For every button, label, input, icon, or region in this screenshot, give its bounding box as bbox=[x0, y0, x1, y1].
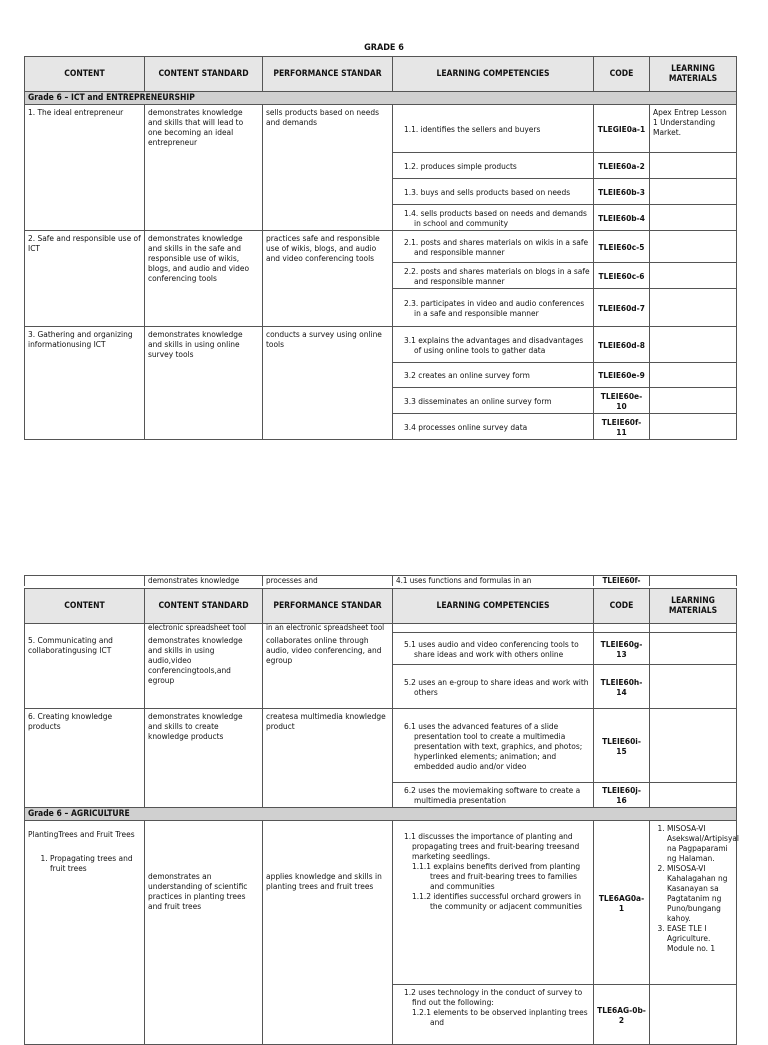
material-item: 3. EASE TLE I Agriculture. Module no. 1 bbox=[667, 923, 733, 953]
content-cell: 3. Gathering and organizing informationusing ICT bbox=[25, 327, 145, 440]
materials-cell bbox=[650, 263, 737, 289]
performance-standard-cell: processes and bbox=[263, 576, 393, 586]
code-cell: TLEIE60c-6 bbox=[594, 263, 650, 289]
content-cell bbox=[25, 576, 145, 586]
competency-cell: 1.1. identifies the sellers and buyers bbox=[393, 105, 594, 153]
content-cell bbox=[25, 821, 145, 1045]
section-row-ict bbox=[25, 92, 737, 105]
section-title: Grade 6 – ICT and ENTREPRENEURSHIP bbox=[25, 92, 737, 105]
table-row bbox=[25, 327, 737, 363]
header-content-standard: CONTENT STANDARD bbox=[145, 589, 263, 624]
code-cell: TLEIE60b-3 bbox=[594, 179, 650, 205]
content-standard-cell: demonstrates knowledge and skills in using audio,video conferencingtools,and egroup bbox=[145, 633, 263, 709]
header-content-standard: CONTENT STANDARD bbox=[145, 57, 263, 92]
header-content: CONTENT bbox=[25, 589, 145, 624]
performance-standard-cell: in an electronic spreadsheet tool bbox=[263, 623, 393, 633]
content-cell: 6. Creating knowledge products bbox=[25, 709, 145, 808]
code-cell: TLEIE60c-5 bbox=[594, 231, 650, 263]
materials-cell bbox=[650, 783, 737, 808]
performance-standard-cell: collaborates online through audio, video conferencing, and egroup bbox=[263, 633, 393, 709]
header-learning-competencies: LEARNING COMPETENCIES bbox=[393, 57, 594, 92]
competency-cell: 2.1. posts and shares materials on wikis in a safe and responsible manner bbox=[393, 231, 594, 263]
content-cell: 2. Safe and responsible use of ICT bbox=[25, 231, 145, 327]
material-item: 1. MISOSA-VI Asekswal/Artipisyal na Pagpaparami ng Halaman. bbox=[667, 823, 733, 863]
materials-cell bbox=[650, 633, 737, 665]
table-row bbox=[25, 633, 737, 665]
header-learning-competencies: LEARNING COMPETENCIES bbox=[393, 589, 594, 624]
performance-standard-cell: applies knowledge and skills in planting trees and fruit trees bbox=[263, 821, 393, 1045]
material-item: 2. MISOSA-VI Kahalagahan ng Kasanayan sa Pagtatanim ng Puno/bungang kahoy. bbox=[667, 863, 733, 923]
materials-cell: Apex Entrep Lesson 1 Understanding Market. bbox=[650, 105, 737, 153]
materials-cell bbox=[650, 205, 737, 231]
competency-cell: 6.2 uses the moviemaking software to create a multimedia presentation bbox=[393, 783, 594, 808]
content-cell: 5. Communicating and collaboratingusing ICT bbox=[25, 633, 145, 709]
content-standard-cell: demonstrates knowledge and skills that will lead to one becoming an ideal entrepreneur bbox=[145, 105, 263, 231]
competency-cell: 2.2. posts and shares materials on blogs in a safe and responsible manner bbox=[393, 263, 594, 289]
code-cell: TLE6AG-0b- 2 bbox=[594, 985, 650, 1045]
competency-cell: 6.1 uses the advanced features of a slide presentation tool to create a multimedia presentation with text, graphics, and photos; hyperlinked elements; animation; and embedded audio and/or video bbox=[393, 709, 594, 783]
table-row-overlap bbox=[25, 623, 737, 633]
content-standard-cell: demonstrates knowledge and skills to create knowledge products bbox=[145, 709, 263, 808]
header-learning-materials: LEARNING MATERIALS bbox=[650, 57, 737, 92]
content-standard-cell: demonstrates knowledge and skills in using online survey tools bbox=[145, 327, 263, 440]
table-row bbox=[25, 709, 737, 783]
content-standard-cell: demonstrates an understanding of scientific practices in planting trees and fruit trees bbox=[145, 821, 263, 1045]
competency-cell: 1.3. buys and sells products based on needs bbox=[393, 179, 594, 205]
materials-cell bbox=[650, 153, 737, 179]
materials-cell bbox=[650, 231, 737, 263]
content-item: 1. Propagating trees and fruit trees bbox=[50, 853, 141, 873]
content-cell: 1. The ideal entrepreneur bbox=[25, 105, 145, 231]
code-cell: TLEIE60h-14 bbox=[594, 665, 650, 709]
code-cell: TLEIE60g-13 bbox=[594, 633, 650, 665]
competency-cell: 3.2 creates an online survey form bbox=[393, 363, 594, 388]
competency-cell: 1.1 discusses the importance of planting and propagating trees and fruit-bearing treesand marketing seedlings. 1.1.1 explains benefits derived from planting trees and fruit-bearing trees to families and communities 1.1.2 identifies successful orchard growers in the community or adjacent communities bbox=[393, 821, 594, 985]
code-cell: TLEIE60e-10 bbox=[594, 388, 650, 414]
competency-cell: 1.4. sells products based on needs and demands in school and community bbox=[393, 205, 594, 231]
performance-standard-cell: sells products based on needs and demands bbox=[263, 105, 393, 231]
table-row bbox=[25, 105, 737, 153]
materials-cell bbox=[650, 327, 737, 363]
materials-cell bbox=[650, 576, 737, 586]
materials-cell bbox=[650, 289, 737, 327]
code-cell: TLEIE60e-9 bbox=[594, 363, 650, 388]
header-content: CONTENT bbox=[25, 57, 145, 92]
performance-standard-cell: conducts a survey using online tools bbox=[263, 327, 393, 440]
table-header-row bbox=[25, 589, 737, 624]
materials-cell bbox=[650, 179, 737, 205]
competency-cell: 4.1 uses functions and formulas in an bbox=[393, 576, 594, 586]
materials-cell bbox=[650, 665, 737, 709]
competency-cell: 3.3 disseminates an online survey form bbox=[393, 388, 594, 414]
competency-cell: 5.2 uses an e-group to share ideas and work with others bbox=[393, 665, 594, 709]
section-row-agriculture bbox=[25, 808, 737, 821]
code-cell: TLE6AG0a-1 bbox=[594, 821, 650, 985]
competency-cell: 2.3. participates in video and audio conferences in a safe and responsible manner bbox=[393, 289, 594, 327]
competency-cell: 1.2. produces simple products bbox=[393, 153, 594, 179]
performance-standard-cell: practices safe and responsible use of wikis, blogs, and audio and video conferencing tools bbox=[263, 231, 393, 327]
table-header-overlay bbox=[24, 588, 737, 624]
code-cell: TLEIE60b-4 bbox=[594, 205, 650, 231]
materials-cell bbox=[650, 985, 737, 1045]
materials-cell bbox=[650, 414, 737, 440]
competency-cell: 3.1 explains the advantages and disadvantages of using online tools to gather data bbox=[393, 327, 594, 363]
content-title: PlantingTrees and Fruit Trees bbox=[28, 829, 135, 839]
curriculum-table-continued bbox=[24, 575, 740, 1045]
competency-cell: 5.1 uses audio and video conferencing tools to share ideas and work with others online bbox=[393, 633, 594, 665]
table-header-row bbox=[25, 57, 737, 92]
materials-cell bbox=[650, 363, 737, 388]
header-code: CODE bbox=[594, 589, 650, 624]
materials-cell bbox=[650, 709, 737, 783]
header-performance-standard: PERFORMANCE STANDAR bbox=[263, 589, 393, 624]
content-standard-cell: electronic spreadsheet tool bbox=[145, 623, 263, 633]
table-row-partial bbox=[25, 576, 737, 586]
code-cell: TLEIE60j-16 bbox=[594, 783, 650, 808]
table-row bbox=[25, 821, 737, 985]
header-code: CODE bbox=[594, 57, 650, 92]
content-standard-cell: demonstrates knowledge and skills in the safe and responsible use of wikis, blogs, and audio and video conferencing tools bbox=[145, 231, 263, 327]
curriculum-table-ict bbox=[24, 56, 737, 440]
competency-cell: 1.2 uses technology in the conduct of survey to find out the following: 1.2.1 elements to be observed inplanting trees and bbox=[393, 985, 594, 1045]
page-title: GRADE 6 bbox=[364, 43, 404, 53]
materials-cell bbox=[650, 821, 740, 985]
header-performance-standard: PERFORMANCE STANDAR bbox=[263, 57, 393, 92]
code-cell: TLEIE60i-15 bbox=[594, 709, 650, 783]
code-cell: TLEIE60f-11 bbox=[594, 414, 650, 440]
table-row bbox=[25, 231, 737, 263]
competency-cell: 3.4 processes online survey data bbox=[393, 414, 594, 440]
header-learning-materials: LEARNING MATERIALS bbox=[650, 589, 737, 624]
code-cell: TLEIE60a-2 bbox=[594, 153, 650, 179]
performance-standard-cell: createsa multimedia knowledge product bbox=[263, 709, 393, 808]
materials-cell bbox=[650, 388, 737, 414]
content-standard-cell: demonstrates knowledge bbox=[145, 576, 263, 586]
section-title: Grade 6 – AGRICULTURE bbox=[25, 808, 737, 821]
code-cell: TLEIE60f- bbox=[594, 576, 650, 586]
code-cell: TLEGIE0a-1 bbox=[594, 105, 650, 153]
code-cell: TLEIE60d-7 bbox=[594, 289, 650, 327]
code-cell: TLEIE60d-8 bbox=[594, 327, 650, 363]
